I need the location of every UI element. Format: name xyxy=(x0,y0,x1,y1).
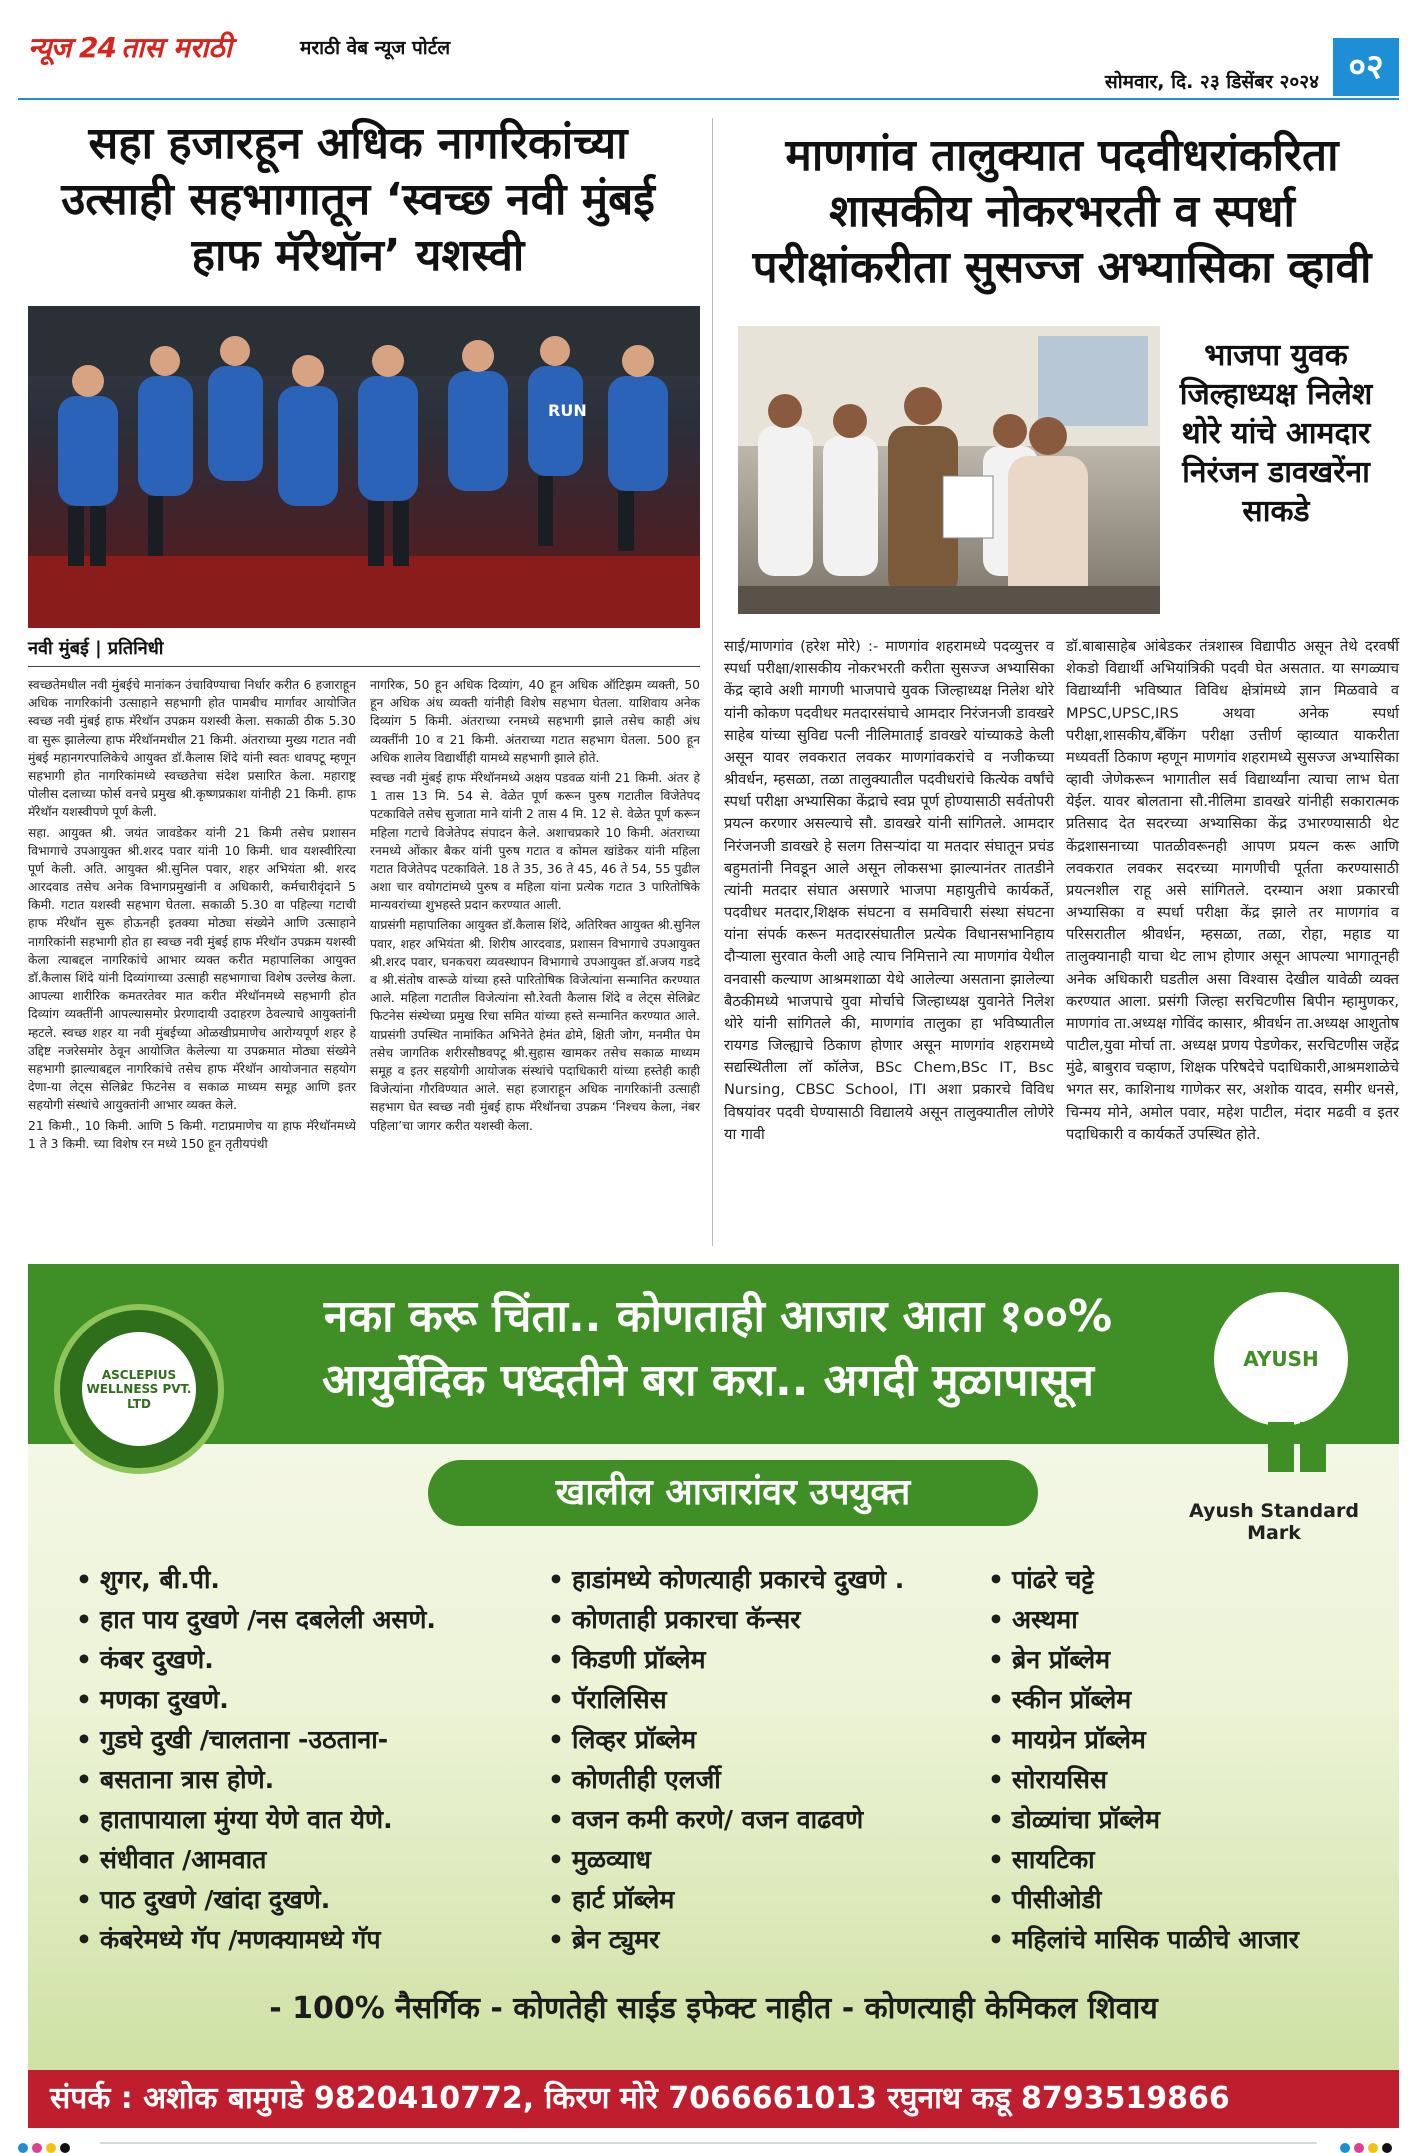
list-item: • मणका दुखणे. xyxy=(76,1680,536,1720)
tagline: मराठी वेब न्यूज पोर्टल xyxy=(300,37,451,59)
dot-icon xyxy=(18,2143,28,2153)
column-divider xyxy=(712,118,713,1246)
meeting-photo xyxy=(738,326,1160,614)
list-item: • मायग्रेन प्रॉब्लेम xyxy=(988,1720,1388,1760)
list-item: • किडणी प्रॉब्लेम xyxy=(548,1640,968,1680)
list-item: • कंबर दुखणे. xyxy=(76,1640,536,1680)
list-item: • ब्रेन प्रॉब्लेम xyxy=(988,1640,1388,1680)
list-item: • हात पाय दुखणे /नस दबलेली असणे. xyxy=(76,1600,536,1640)
dot-icon xyxy=(60,2143,70,2153)
meeting-photo-illustration xyxy=(738,326,1160,614)
paragraph: नागरिक, 50 हून अधिक दिव्यांग, 40 हून अधिक ऑटिझम व्यक्ती, 50 हून अधिक अंध व्यक्ती यांनीही विशेष सहभाग घेतला. याशिवाय अनेक दिव्यांग 5 किमी. अंतराच्या रनमध्ये सहभागी झाले तसेच काही अंध व्यक्तींनी 10 व 21 किमी. अंतराच्या गटात सहभाग घेतला. 500 हून अधिक शालेय विद्यार्थीही यामध्ये सहभागी झाले होते. xyxy=(370,678,700,765)
paragraph: स्वच्छ नवी मुंबई हाफ मॅरेथॉनमध्ये अक्षय पडवळ यांनी 21 किमी. अंतर हे 1 तास 13 मि. 54 से. वेळेत पूर्ण करून पुरुष गटातील विजेतेपद पटकाविले तसेच सुजाता माने यांनी 2 तास 4 मि. 12 से. वेळेत पूर्ण करून महिला गटाचे विजेतेपद संपादन केले. अशाचप्रकारे 10 किमी. अंतराच्या रनमध्ये ओंकार बैकर यांनी पुरुष गटात व कोमल खांडेकर यांनी महिला गटात विजेतेपद पटकाविले. 18 ते 35, 36 ते 45, 46 ते 54, 55 पुढील अशा चार वयोगटांमध्ये पुरुष व महिला यांना प्रत्येक गटात 3 पारितोषिके मान्यवरांच्या शुभहस्ते प्रदान करण्यात आली. xyxy=(370,770,700,913)
asclepius-logo-text: ASCLEPIUS WELLNESS PVT. LTD xyxy=(82,1332,196,1446)
list-item: • कोणताही प्रकारचा कॅन्सर xyxy=(548,1600,968,1640)
ailment-list-2 xyxy=(548,1560,968,1960)
left-article-column-1 xyxy=(28,676,356,1155)
runner-shirt-text: RUN xyxy=(548,401,587,420)
asclepius-logo xyxy=(54,1304,224,1474)
list-item: • स्कीन प्रॉब्लेम xyxy=(988,1680,1388,1720)
list-item: • कोणतीही एलर्जी xyxy=(548,1760,968,1800)
dot-icon xyxy=(32,2143,42,2153)
paragraph: स्वच्छतेमधील नवी मुंबईचे मानांकन उंचाविण्याचा निर्धार करीत 6 हजाराहून अधिक नागरिकांनी उत्साहाने सहभागी होत पामबीच मार्गावर आयोजित स्वच्छ नवी मुंबई हाफ मॅरेथॉन उपक्रम यशस्वी केला. सकाळी ठीक 5.30 वा सुरू झालेल्या हाफ मॅरेथॉनमधील 21 किमी. अंतराच्या मुख्य गटात नवी मुंबई महानगरपालिकेचे आयुक्त डॉ.कैलास शिंदे यांनी स्वतः धावपटू म्हणून सहभागी होत नागरिकांमध्ये स्वच्छतेचा संदेश प्रसारित केला. महाराष्ट्र पोलीस दलाच्या फोर्स वनचे प्रमुख श्री.कृष्णप्रकाश यांनीही 21 किमी. हाफ मॅरेथॉन यशस्वीपणे पूर्ण केली. xyxy=(28,678,356,820)
marathon-photo-illustration xyxy=(28,306,700,628)
ad-benefits-line: - 100% नैसर्गिक - कोणतेही साईड इफेक्ट नाहीत - कोणत्याही केमिकल शिवाय xyxy=(269,1991,1158,2026)
dot-icon xyxy=(1354,2143,1364,2153)
masthead xyxy=(18,20,1399,96)
footer-dots-right xyxy=(1340,2138,1396,2148)
list-item: • पांढरे चट्टे xyxy=(988,1560,1388,1600)
list-item: • ब्रेन ट्युमर xyxy=(548,1920,968,1960)
list-item: • हार्ट प्रॉब्लेम xyxy=(548,1880,968,1920)
ayurveda-advertisement xyxy=(28,1264,1399,2070)
logo-part2: तास मराठी xyxy=(121,31,232,64)
right-headline: माणगांव तालुक्यात पदवीधरांकरिता शासकीय नोकरभरती व स्पर्धा परीक्षांकरीता सुसज्ज अभ्यासिका व्हावी xyxy=(752,130,1372,293)
ayush-standard-mark: Ayush Standard Mark xyxy=(1189,1500,1359,1544)
ad-headline-2: आयुर्वेदिक पध्दतीने बरा करा.. अगदी मुळापासून xyxy=(322,1355,1094,1406)
ad-subheading: खालील आजारांवर उपयुक्त xyxy=(428,1460,1038,1526)
ad-headline-1: नका करू चिंता.. कोणताही आजार आता १००% xyxy=(323,1291,1113,1342)
list-item: • हातापायाला मुंग्या येणे वात येणे. xyxy=(76,1800,536,1840)
list-item: • महिलांचे मासिक पाळीचे आजार xyxy=(988,1920,1388,1960)
list-item: • सोरायसिस xyxy=(988,1760,1388,1800)
list-item: • डोळ्यांचा प्रॉब्लेम xyxy=(988,1800,1388,1840)
ayush-seal-icon: AYUSH xyxy=(1206,1284,1356,1434)
masthead-rule xyxy=(18,98,1399,100)
ailment-list-3 xyxy=(988,1560,1388,1960)
list-item: • पाठ दुखणे /खांदा दुखणे. xyxy=(76,1880,536,1920)
list-item: • अस्थमा xyxy=(988,1600,1388,1640)
list-item: • वजन कमी करणे/ वजन वाढवणे xyxy=(548,1800,968,1840)
marathon-photo xyxy=(28,306,700,628)
dot-icon xyxy=(1340,2143,1350,2153)
paragraph: 21 किमी., 10 किमी. आणि 5 किमी. गटाप्रमाणेच या हाफ मॅरेथॉनमध्ये 1 ते 3 किमी. च्या विशेष रन मध्ये 150 हून तृतीयपंथी xyxy=(28,1118,356,1151)
left-article-column-2 xyxy=(370,676,700,1137)
ailment-list-1 xyxy=(76,1560,536,1960)
ad-contact-bar: संपर्क : अशोक बामुगडे 9820410772, किरण मोरे 7066661013 रघुनाथ कडू 8793519866 xyxy=(28,2070,1399,2128)
list-item: • बसताना त्रास होणे. xyxy=(76,1760,536,1800)
logo-part1: न्यूज 24 xyxy=(28,31,116,64)
paragraph: सहा. आयुक्त श्री. जयंत जावडेकर यांनी 21 किमी तसेच प्रशासन विभागाचे उपआयुक्त श्री.शरद पवार यांनी 10 किमी. धाव यशस्वीरित्या पूर्ण केली. अति. आयुक्त श्री.सुनिल पवार, शहर अभियंता श्री. शरद आरदवाड तसेच अनेक विभागप्रमुखांनी व अधिकारी, कर्मचारीवृंदाने 5 किमी. गटात यशस्वी सहभाग घेतला. सकाळी 5.30 वा पहिल्या गटाची हाफ मॅरेथॉन सुरू होऊनही इतक्या मोठ्या संख्येने आणि उत्साहाने नागरिकांनी सहभागी होत हा स्वच्छ नवी मुंबई हाफ मॅरेथॉन उपक्रम यशस्वी केला त्याबद्दल नागरिकांचे आभार व्यक्त करीत महापालिका आयुक्त डॉ.कैलास शिंदे यांनी दिव्यांगाच्या उत्साही सहभागाचा विशेष उल्लेख केला. आपल्या शारीरिक कमतरतेवर मात करीत मॅरेथॉनमध्ये सहभागी होत दिव्यांग व्यक्तींनी आपल्यासमोर प्रेरणादायी उदाहरण ठेवल्याचे आयुक्तांनी म्हटले. स्वच्छ शहर या नवी मुंबईच्या ओळखीप्रमाणेच आरोग्यपूर्ण शहर हे उद्दिष्ट नजरेसमोर ठेवून आयोजित केलेल्या या उपक्रमात मोठ्या संख्येने सहभागी झाल्याबद्दल नागरिकांचे तसेच हाफ मॅरेथॉन आयोजनात सहयोग देणा-या लेट्स सेलिब्रेट फिटनेस व सकाळ माध्यम समूह आणि इतर सहयोगी संस्थांचे आयुक्तांनी आभार व्यक्त केले. xyxy=(28,825,356,1113)
list-item: • गुडघे दुखी /चालताना -उठताना- xyxy=(76,1720,536,1760)
issue-date: सोमवार, दि. २३ डिसेंबर २०२४ xyxy=(1104,71,1319,93)
list-item: • सायटिका xyxy=(988,1840,1388,1880)
newspaper-logo xyxy=(28,28,273,68)
page-number: ०२ xyxy=(1333,38,1399,96)
paragraph: याप्रसंगी महापालिका आयुक्त डॉ.कैलास शिंदे, अतिरिक्त आयुक्त श्री.सुनिल पवार, शहर अभियंता श्री. शिरीष आरदवाड, प्रशासन विभागाचे उपआयुक्त श्री.शरद पवार, घनकचरा व्यवस्थापन विभागाचे उपआयुक्त डॉ.अजय गडदे व श्री.संतोष वारूळे यांच्या हस्ते पारितोषिक विजेत्यांना सन्मानित करण्यात आले. महिला गटातील विजेत्यांना सौ.रेवती कैलास शिंदे व लेट्स सेलिब्रेट फिटनेस संस्थेच्या प्रमुख रिचा समित यांच्या हस्ते सन्मानित करण्यात आले. याप्रसंगी उपस्थित नामांकित अभिनेते हेमंत ढोमे, क्षिती जोग, मनमीत पेम तसेच जागतिक शरीरसौष्ठवपटू श्री.सुहास खामकर तसेच सकाळ माध्यम समूह व इतर सहयोगी आयोजक संस्थांचे पदाधिकारी यांच्या हस्तेही काही विजेत्यांना गौरविण्यात आले. सहा हजाराहून अधिक नागरिकांनी उत्साही सहभाग घेत स्वच्छ नवी मुंबई हाफ मॅरेथॉनचा उपक्रम ‘निश्चय केला, नंबर पहिला’चा जागर करीत यशस्वी केला. xyxy=(370,918,700,1133)
footer-dots-left xyxy=(18,2138,74,2148)
list-item: • हाडांमध्ये कोणत्याही प्रकारचे दुखणे . xyxy=(548,1560,968,1600)
dot-icon xyxy=(1382,2143,1392,2153)
list-item: • लिव्हर प्रॉब्लेम xyxy=(548,1720,968,1760)
list-item: • शुगर, बी.पी. xyxy=(76,1560,536,1600)
left-headline: सहा हजारहून अधिक नागरिकांच्या उत्साही सहभागातून ‘स्वच्छ नवी मुंबई हाफ मॅरेथॉन’ यशस्वी xyxy=(61,118,655,281)
article-callout: भाजपा युवक जिल्हाध्यक्ष निलेश थोरे यांचे आमदार निरंजन डावखरेंना साकडे xyxy=(1179,338,1373,529)
dot-icon xyxy=(1368,2143,1378,2153)
list-item: • संधीवात /आमवात xyxy=(76,1840,536,1880)
list-item: • मुळव्याध xyxy=(548,1840,968,1880)
right-article-column-2: डॉ.बाबासाहेब आंबेडकर तंत्रशास्त्र विद्यापीठ असून तेथे दरवर्षी शेकडो विद्यार्थी अभियांत्रिकी पदवी घेत असतात. या सगळ्याच विद्यार्थ्यांनी भविष्यात विविध क्षेत्रांमध्ये ज्ञान मिळवावे व MPSC,UPSC,IRS अथवा अनेक स्पर्धा परीक्षा,शासकीय,बँकिंग परीक्षा उत्तीर्ण व्हाव्यात याकरीता मध्यवर्ती ठिकाण म्हणून माणगांव शहरामध्ये सुसज्ज अभ्यासिका व्हावी जेणेकरून भागातील सर्व विद्यार्थ्यांना त्याचा लाभ घेता येईल. यावर बोलताना सौ.नीलिमा डावखरे यांनीही सकारात्मक प्रतिसाद देत सदरच्या अभ्यासिका केंद्र उभारण्यासाठी थेट केंद्रशासनाच्या पातळीवरूनही आपण प्रयत्न करू आणि लवकरात लवकर सदरच्या मागणीची पूर्तता करण्यासाठी प्रयत्नशील राहू असे सांगितले. दरम्यान अशा प्रकारची अभ्यासिका व स्पर्धा परीक्षा केंद्र झाले तर माणगांव व परिसरातील श्रीवर्धन, म्हसळा, तळा, रोहा, महाड या तालुक्यानाही याचा थेट लाभ होणार असून आपल्या भागातूनही अनेक अधिकारी घडतील असा विश्वास देखील यावेळी व्यक्त करण्यात आला. प्रसंगी जिल्हा सरचिटणीस बिपीन म्हामुणकर, माणगांव ता.अध्यक्ष गोविंद कासार, श्रीवर्धन ता.अध्यक्ष आशुतोष पाटील,युवा मोर्चा ता. अध्यक्ष प्रणय पेडणेकर, सरचिटणीस जहेंद्र मुंढे, बाबुराव चव्हाण, शिक्षक परिषदेचे पदाधिकारी,आश्रमशाळेचे भगत सर, काशिनाथ गाणेकर सर, अशोक यादव, समीर धनसे, चिन्मय मोने, अमोल पवार, महेश पाटील, मंदार मढवी व इतर पदाधिकारी व कार्यकर्ते उपस्थित होते. xyxy=(1066,638,1399,1143)
ribbon-right xyxy=(1300,1422,1326,1472)
ribbon-left xyxy=(1268,1422,1294,1472)
right-article-column-1: साई/माणगांव (हरेश मोरे) :- माणगांव शहरामध्ये पदव्युत्तर व स्पर्धा परीक्षा/शासकीय नोकरभरती करीता सुसज्ज अभ्यासिका केंद्र व्हावे अशी मागणी भाजपाचे युवक जिल्हाध्यक्ष निलेश थोरे यांनी कोकण पदवीधर मतदारसंघाचे आमदार निरंजनजी डावखरे साहेब यांच्या सुविद्य पत्नी नीलिमाताई डावखरे यांच्याकडे केली असून यावर लवकरात लवकर माणगांवकरांचे व नजीकच्या श्रीवर्धन, म्हसळा, तळा तालुक्यातील पदवीधरांचे कित्येक वर्षांचे स्पर्धा परीक्षा अभ्यासिका केंद्राचे स्वप्न पूर्ण होण्यासाठी सर्वतोपरी प्रयत्न करणार असल्याचे सौ. डावखरे यांनी सांगितले. आमदार निरंजनजी डावखरे हे सलग तिसऱ्यांदा या मतदार संघातून प्रचंड बहुमतांनी निवडून आले असून लोकसभा झाल्यानंतर तातडीने त्यांनी मतदार संघात असणारे भाजपा महायुतीचे कार्यकर्ते, पदवीधर मतदार,शिक्षक संघटना व समविचारी संस्था संघटना यांना संपर्क करून मतदारसंघातील प्रत्येक विधानसभानिहाय दौऱ्याला सुरवात केली आहे त्याच निमित्ताने त्या माणगांव येथील वनवासी कल्याण आश्रमशाळा येथे आलेल्या असताना झालेल्या बैठकीमध्ये भाजपाचे युवा मोर्चाचे जिल्हाध्यक्ष युवानेते निलेश थोरे यांनी सांगितले की, माणगांव तालुका हा भविष्यातील रायगड जिल्ह्याचे ठिकाण होणार असून माणगांव शहरामध्ये सद्यस्थितीला लॉ कॉलेज, BSc Chem,BSc IT, Bsc Nursing, CBSC School, ITI अशा प्रकारचे विविध विषयांवर पदवी घेण्यासाठी विद्यालये असून तालुक्यातील लोणेरे या गावी xyxy=(724,638,1054,1143)
list-item: • पॅरालिसिस xyxy=(548,1680,968,1720)
list-item: • पीसीओडी xyxy=(988,1880,1388,1920)
footer-rule xyxy=(100,2142,1317,2144)
left-byline: नवी मुंबई | प्रतिनिधी xyxy=(28,636,700,667)
dot-icon xyxy=(46,2143,56,2153)
list-item: • कंबरेमध्ये गॅप /मणक्यामध्ये गॅप xyxy=(76,1920,536,1960)
